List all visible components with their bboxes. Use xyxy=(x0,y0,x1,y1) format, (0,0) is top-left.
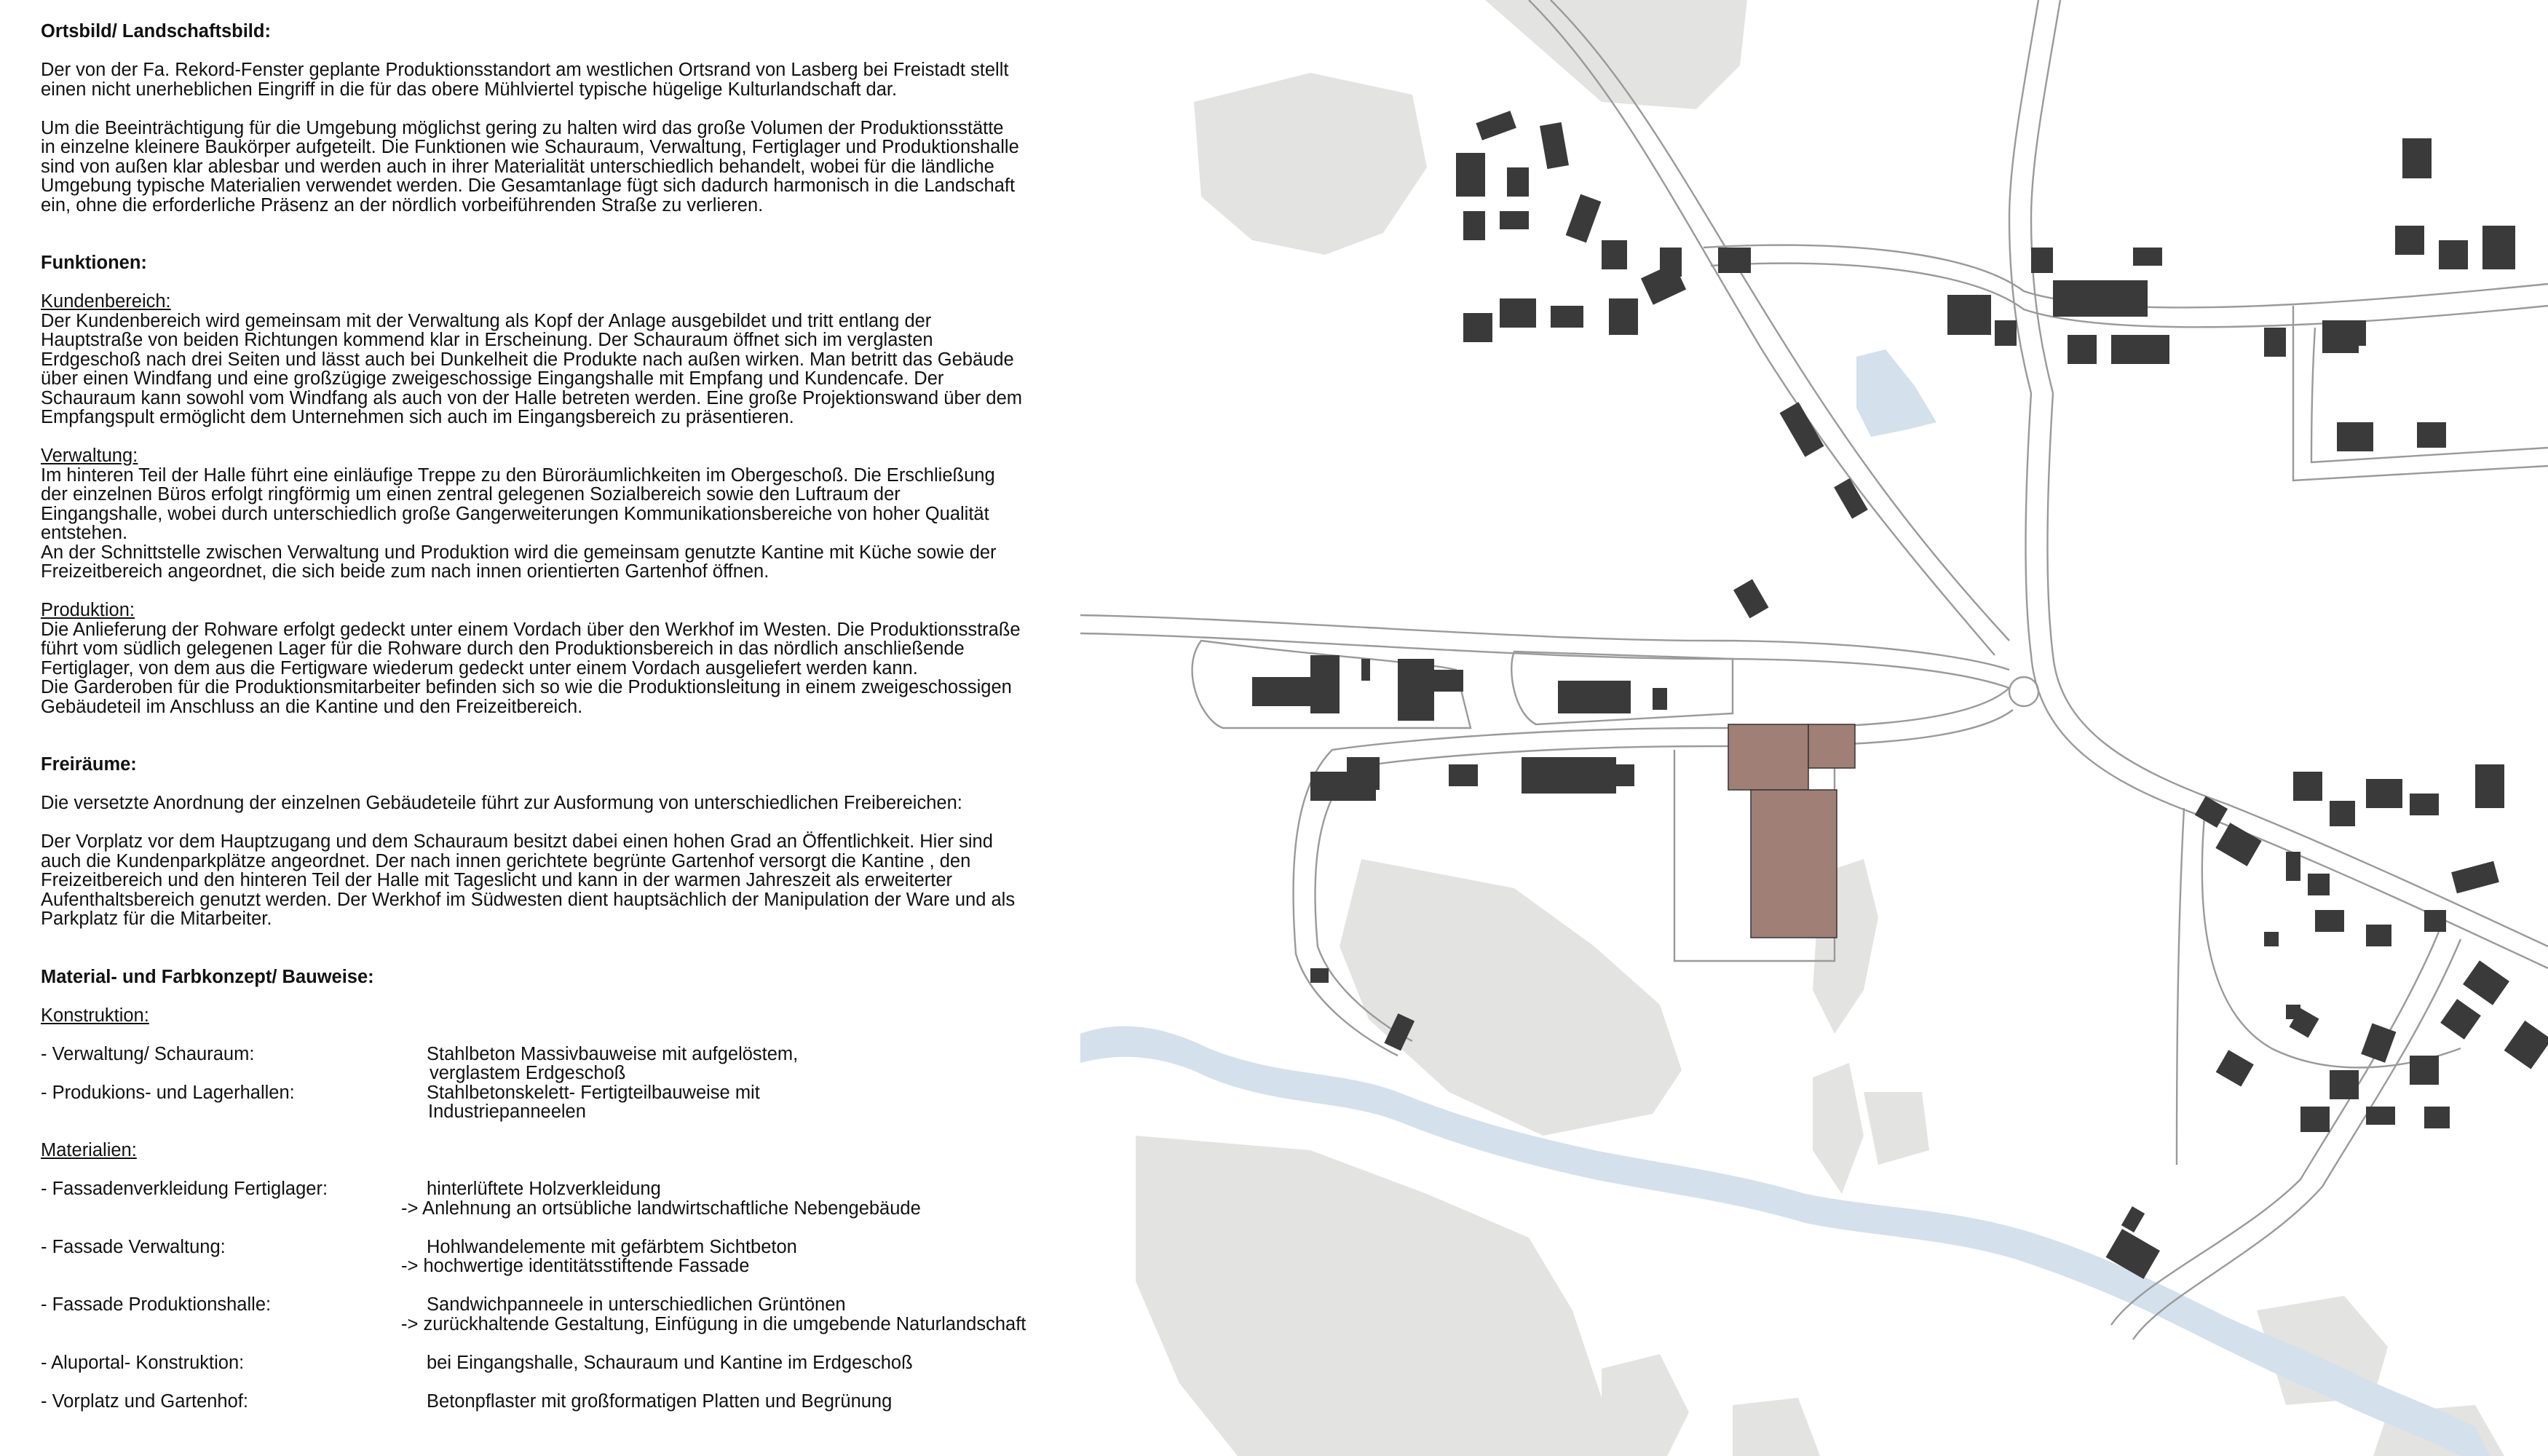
building xyxy=(2264,328,2286,357)
building xyxy=(2366,925,2391,946)
terrain-area xyxy=(1602,1354,1689,1456)
project-building-annex xyxy=(1808,724,1855,768)
building xyxy=(1566,194,1602,243)
building xyxy=(1347,757,1380,790)
building xyxy=(1449,764,1478,786)
material-row-note: -> Anlehnung an ortsübliche landwirtschaftliche Nebengebäude xyxy=(401,1198,921,1219)
subheading-verwaltung: Verwaltung: xyxy=(41,446,138,466)
building xyxy=(1463,313,1492,342)
building xyxy=(2410,1056,2439,1085)
roundabout xyxy=(2009,677,2038,706)
project-building-hall xyxy=(1751,790,1837,938)
heading-freiraeume: Freiräume: xyxy=(41,754,137,775)
building xyxy=(2337,422,2373,451)
building xyxy=(1427,670,1463,692)
konstruktion-row-cont: verglastem Erdgeschoß xyxy=(430,1063,626,1083)
building xyxy=(2463,960,2509,1005)
building xyxy=(1653,688,1667,710)
material-row: - Fassadenverkleidung Fertiglager: hinterlüftete Holzverkleidung xyxy=(41,1179,661,1199)
para-produktion: Die Anlieferung der Rohware erfolgt gedeckt unter einem Vordach über den Werkhof im Westen. Die Produktionsstraße führt vom südlich gelegenen Lager für die Rohware durch den Produktionsbereich in das nördlich anschließende Fertiglager, von dem aus die Fertigware wiederum gedeckt unter einem Vordach ausgeliefert werden kann. Die Garderoben für die Produktionsmitarbeiter befinden sich so wie die Produktionsleitung in einem zweigeschossigen Gebäudeteil im Anschluss an die Kantine und den Freizeitbereich. xyxy=(41,619,1021,717)
building xyxy=(2031,248,2053,273)
building xyxy=(2504,1021,2548,1069)
project-building-head xyxy=(1728,724,1808,790)
description-text xyxy=(41,22,1075,1411)
road xyxy=(2133,939,2461,1340)
terrain-area xyxy=(1733,1398,1820,1456)
heading-material: Material- und Farbkonzept/ Bauweise: xyxy=(41,966,374,987)
building xyxy=(2315,910,2344,932)
material-row-note: -> hochwertige identitätsstiftende Fassade xyxy=(401,1256,750,1276)
building xyxy=(1540,122,1569,169)
building xyxy=(2366,1107,2395,1125)
building xyxy=(2482,226,2515,269)
building xyxy=(1616,764,1634,786)
site-plan-map xyxy=(1080,0,2548,1456)
subheading-materialien: Materialien: xyxy=(41,1140,137,1160)
konstruktion-row: - Produkions- und Lagerhallen: Stahlbetonskelett- Fertigteilbauweise mit xyxy=(41,1082,760,1103)
building xyxy=(1463,211,1485,240)
building xyxy=(1834,478,1868,519)
para-freiraeume-1: Die versetzte Anordnung der einzelnen Gebäudeteile führt zur Ausformung von unterschiedlichen Freibereichen: xyxy=(41,793,962,813)
subheading-kundenbereich: Kundenbereich: xyxy=(41,291,171,312)
building xyxy=(2475,764,2504,808)
konstruktion-row: - Verwaltung/ Schauraum: Stahlbeton Massivbauweise mit aufgelöstem, xyxy=(41,1043,799,1064)
building xyxy=(2410,794,2439,815)
subheading-konstruktion: Konstruktion: xyxy=(41,1005,149,1026)
building xyxy=(2053,280,2148,317)
building xyxy=(1361,659,1370,681)
pond xyxy=(1856,349,1936,437)
building xyxy=(1476,111,1516,141)
building xyxy=(1780,402,1824,457)
para-ortsbild-2: Um die Beeinträchtigung für die Umgebung möglichst gering zu halten wird das große Volumen der Produktionsstätte in einzelne kleinere Baukörper aufgeteilt. Die Funktionen wie Schauraum, Verwaltung, Fertiglager und Produktionshalle sind von außen klar ablesbar und werden auch in ihrer Materialität unterschiedlich behandelt, wobei für die ländliche Umgebung typische Materialien verwendet werden. Die Gesamtanlage fügt sich dadurch harmonisch in die Landschaft ein, ohne die erforderliche Präsenz an der nördlich vorbeiführenden Straße zu verlieren. xyxy=(41,117,1019,215)
building xyxy=(1551,306,1583,328)
konstruktion-row-cont: Industriepanneelen xyxy=(428,1101,586,1122)
building xyxy=(1310,968,1329,983)
building xyxy=(1947,295,1991,335)
building xyxy=(2293,772,2322,801)
building xyxy=(1456,153,1485,197)
building xyxy=(2366,779,2402,808)
building xyxy=(2424,1107,2450,1128)
material-row-note: -> zurückhaltende Gestaltung, Einfügung in die umgebende Naturlandschaft xyxy=(401,1313,1026,1334)
building xyxy=(1507,167,1529,197)
building xyxy=(1602,240,1627,269)
road xyxy=(1080,633,2009,688)
building xyxy=(1995,320,2017,346)
building xyxy=(2133,248,2162,266)
para-kundenbereich: Der Kundenbereich wird gemeinsam mit der Verwaltung als Kopf der Anlage ausgebildet und tritt entlang der Hauptstraße von beiden Richtungen kommend klar in Erscheinung. Der Schauraum öffnet sich im verglasten Erdgeschoß nach drei Seiten und lässt auch bei Dunkelheit die Produkte nach außen wirken. Man betritt das Gebäude über einen Windfang und eine großzügige zweigeschossige Eingangshalle mit Empfang und Kundencafe. Der Schauraum kann sowohl vom Windfang als auch von der Halle betreten werden. Eine große Projektionswand über dem Empfangspult ermöglicht dem Unternehmen sich auch im Eingangsbereich zu präsentieren. xyxy=(41,310,1022,427)
road xyxy=(2177,808,2184,1165)
building xyxy=(2395,226,2424,255)
material-row: - Fassade Verwaltung: Hohlwandelemente mit gefärbtem Sichtbeton xyxy=(41,1236,797,1257)
building xyxy=(1522,757,1616,794)
heading-funktionen: Funktionen: xyxy=(41,253,147,273)
material-row: - Fassade Produktionshalle: Sandwichpanneele in unterschiedlichen Grüntönen xyxy=(41,1294,846,1315)
project-buildings xyxy=(1728,724,1855,938)
building xyxy=(1310,655,1340,713)
building xyxy=(2308,874,2330,895)
building xyxy=(2300,1107,2330,1132)
para-ortsbild-1: Der von der Fa. Rekord-Fenster geplante Produktionsstandort am westlichen Ortsrand von Lasberg bei Freistadt stellt einen nicht unerheblichen Eingriff in die für das obere Mühlviertel typische hügelige Kulturlandschaft dar. xyxy=(41,60,1009,100)
building xyxy=(2439,240,2468,269)
terrain-area xyxy=(1485,0,1747,109)
building xyxy=(2330,320,2366,346)
building xyxy=(1252,677,1310,706)
building xyxy=(2451,861,2499,894)
road xyxy=(2111,932,2439,1325)
building xyxy=(2216,1050,2254,1086)
building xyxy=(2402,138,2432,178)
material-row: - Aluportal- Konstruktion: bei Eingangshalle, Schauraum und Kantine im Erdgeschoß xyxy=(41,1352,913,1373)
material-row: - Vorplatz und Gartenhof: Betonpflaster mit großformatigen Platten und Begrünung xyxy=(41,1390,893,1412)
terrain-area xyxy=(1194,73,1427,255)
building xyxy=(2068,335,2097,364)
para-freiraeume-2: Der Vorplatz vor dem Hauptzugang und dem Schauraum besitzt dabei einen hohen Grad an Öffentlichkeit. Hier sind auch die Kundenparkplätze angeordnet. Der nach innen gerichtete begrünte Gartenhof versorgt die Kantine , den Freizeitbereich und den hinteren Teil der Halle mit Tageslicht und kann in der warmen Jahreszeit als erweiterter Aufenthaltsbereich genutzt werden. Der Werkhof im Südwesten dient hauptsächlich der Manipulation der Ware und als Parkplatz für die Mitarbeiter. xyxy=(41,831,1016,929)
building xyxy=(1500,211,1529,229)
building xyxy=(2424,910,2446,932)
para-verwaltung: Im hinteren Teil der Halle führt eine einläufige Treppe zu den Büroräumlichkeiten im Obergeschoß. Die Erschließung der einzelnen Büros erfolgt ringförmig um einen zentral gelegenen Sozialbereich sowie den Luftraum der Eingangshalle, wobei durch unterschiedlich große Gangerweiterungen Kommunikationsbereiche von hoher Qualität entstehen. An der Schnittstelle zwischen Verwaltung und Produktion wird die gemeinsam genutzte Kantine mit Küche sowie der Freizeitbereich angeordnet, die sich beide zum nach innen orientierten Gartenhof öffnen. xyxy=(41,464,997,582)
building xyxy=(2286,852,2300,881)
building xyxy=(2286,1005,2300,1019)
building xyxy=(2330,1070,2359,1099)
subheading-produktion: Produktion: xyxy=(41,600,135,620)
building xyxy=(2215,823,2261,866)
building xyxy=(2121,1206,2145,1233)
terrain-area xyxy=(1136,1136,1631,1456)
building xyxy=(2330,801,2355,826)
building xyxy=(1718,248,1751,273)
building xyxy=(2440,999,2481,1040)
road xyxy=(2031,0,2060,393)
terrain-area xyxy=(1864,1092,1929,1165)
building xyxy=(2264,932,2279,946)
building xyxy=(1609,298,1638,335)
building xyxy=(1500,298,1536,328)
building xyxy=(2417,422,2446,448)
building xyxy=(1558,681,1631,713)
heading-ortsbild: Ortsbild/ Landschaftsbild: xyxy=(41,21,271,41)
building xyxy=(1733,579,1768,618)
terrain-area xyxy=(1813,1063,1864,1194)
building xyxy=(2111,335,2169,364)
